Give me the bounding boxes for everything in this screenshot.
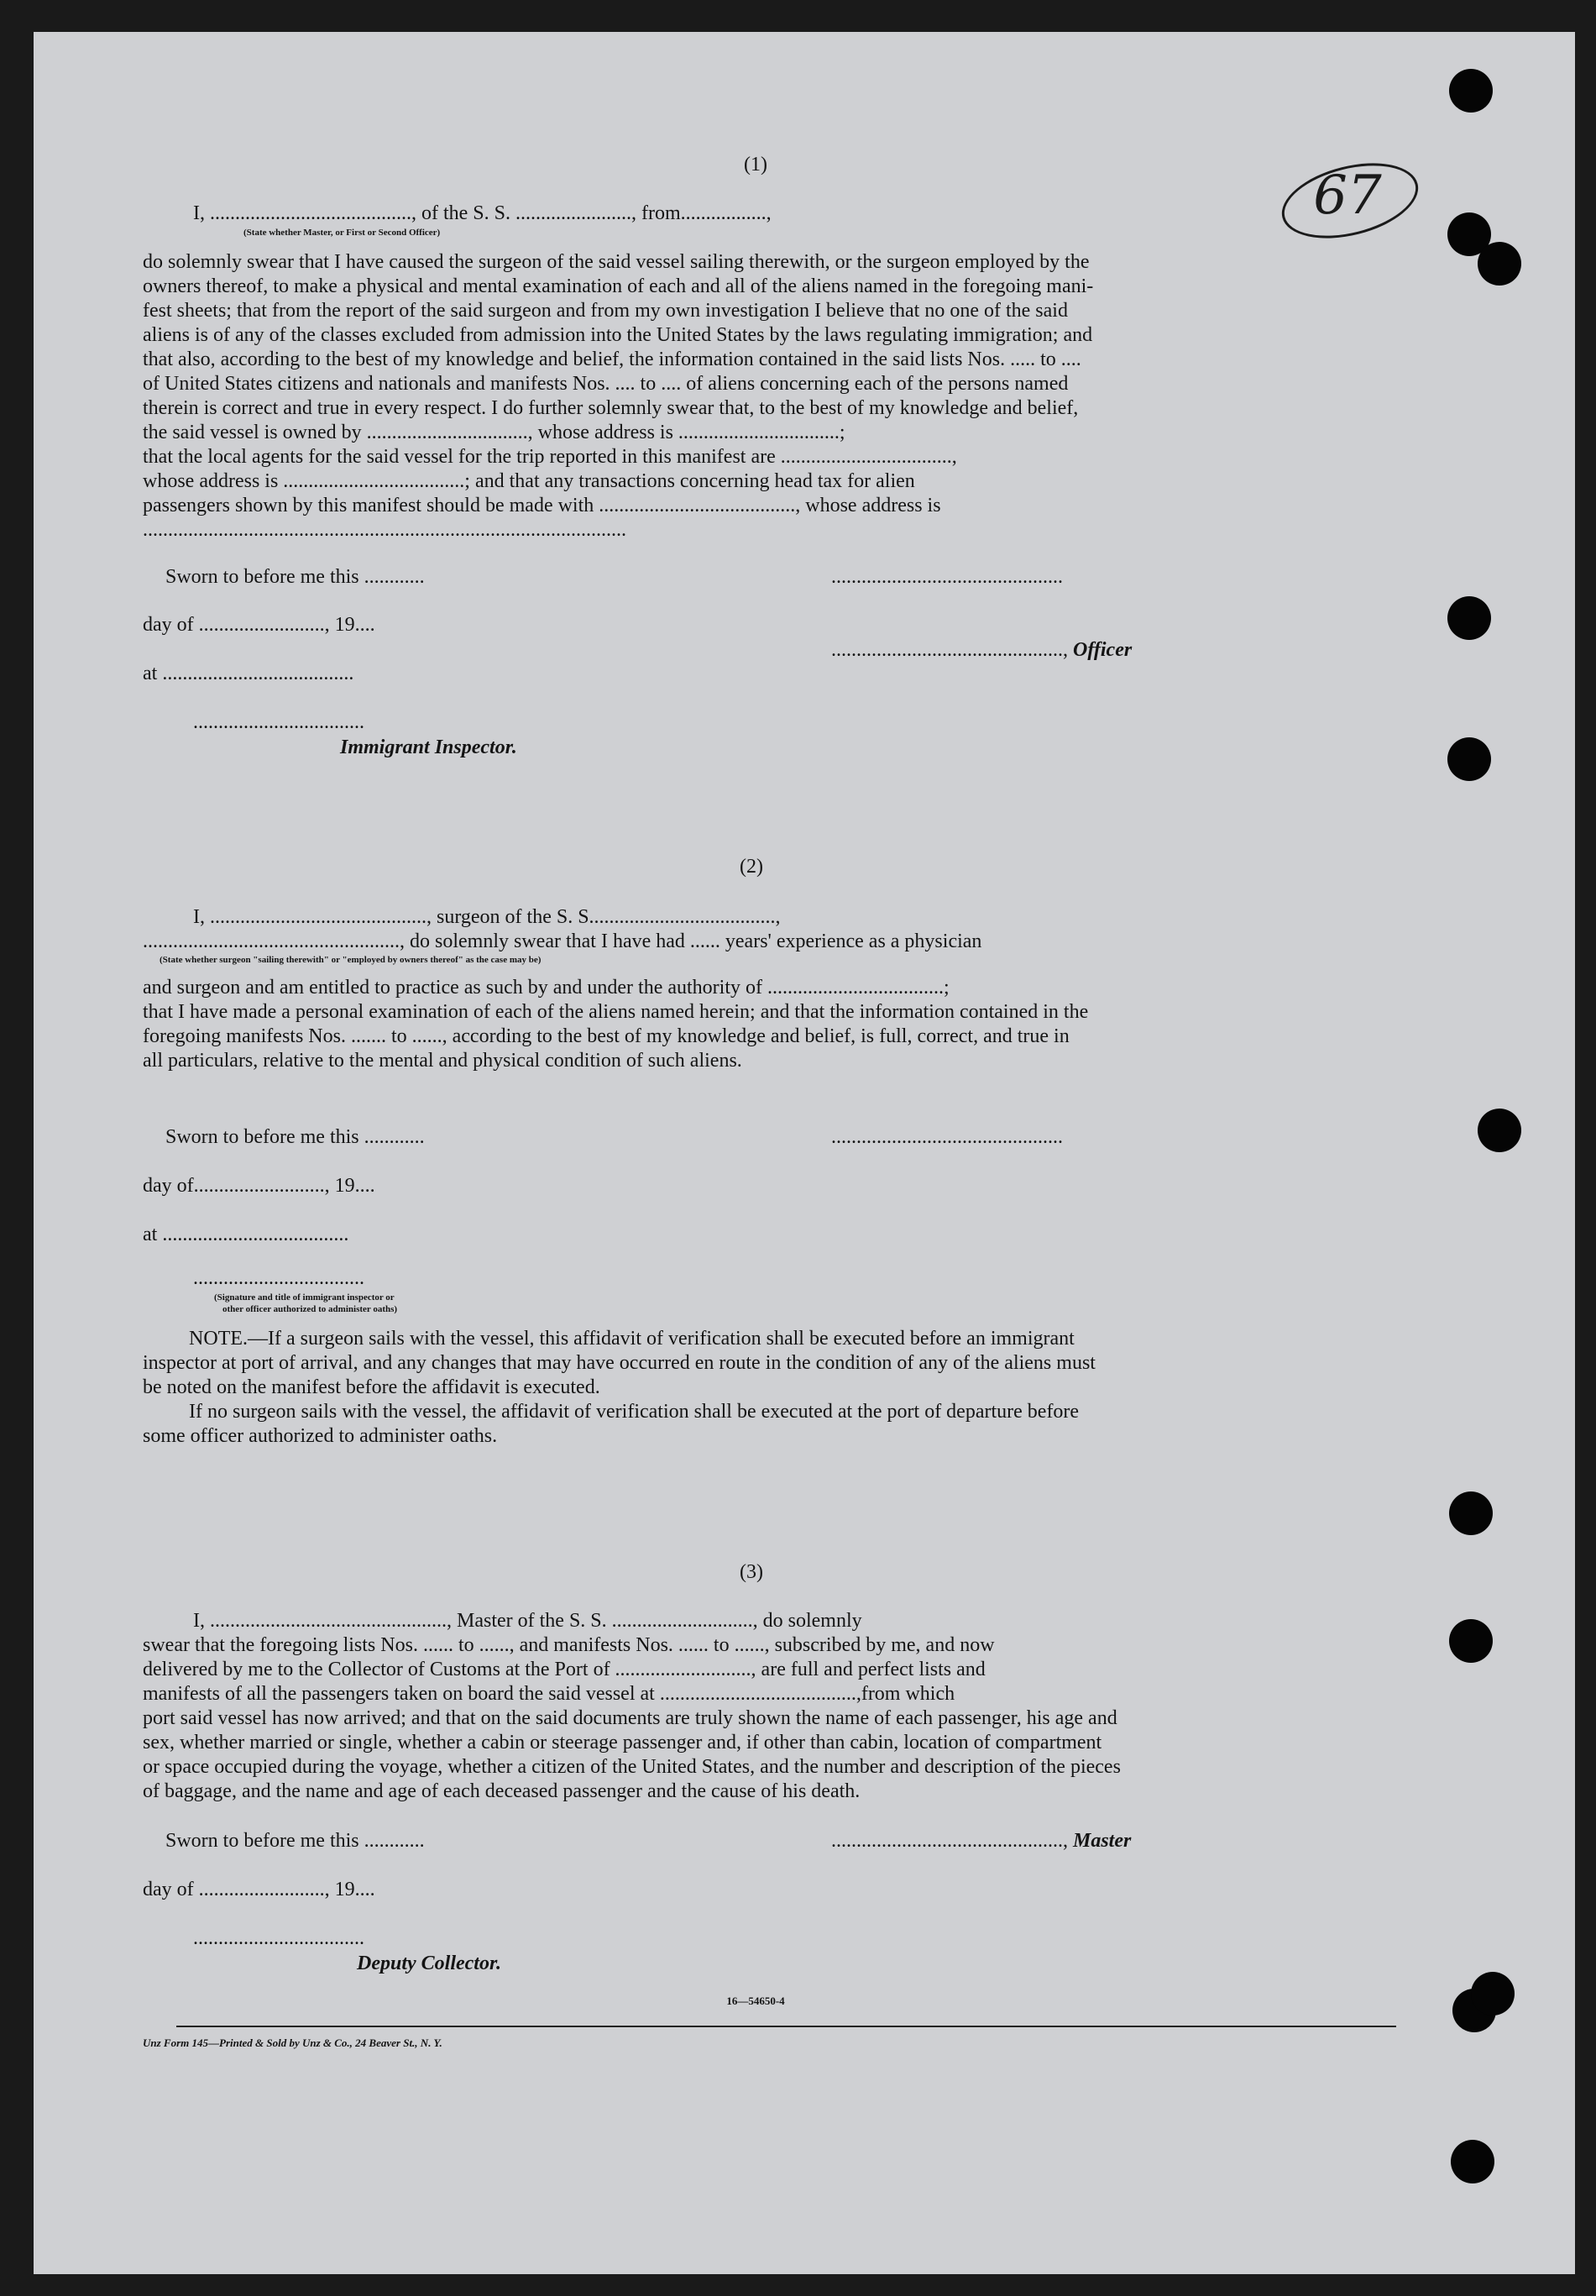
s1-line-11: whose address is ....................................; and that any transactions concerning head tax for alien — [143, 470, 915, 492]
s1-line-9: the said vessel is owned by ................................, whose address is ................................; — [143, 422, 845, 443]
s1-right-line: .............................................. — [831, 566, 1063, 588]
punch-hole — [1478, 1109, 1521, 1152]
s2-sworn: Sworn to before me this ............ — [165, 1126, 425, 1148]
sig-note-1: (Signature and title of immigrant inspector or — [214, 1292, 395, 1303]
punch-hole — [1451, 2140, 1494, 2183]
page-number: 67 — [1313, 165, 1382, 227]
note-line-3: be noted on the manifest before the affidavit is executed. — [143, 1376, 600, 1398]
s1-sig-line: .................................. — [193, 711, 364, 733]
footer-rule — [176, 2026, 1396, 2027]
s2-line-3: and surgeon and am entitled to practice as such by and under the authority of ...................................; — [143, 977, 950, 999]
s2-at: at ..................................... — [143, 1224, 349, 1245]
s3-line-7: or space occupied during the voyage, whether a citizen of the United States, and the number and description of the pieces — [143, 1756, 1121, 1778]
s3-line-3: delivered by me to the Collector of Customs at the Port of ..........................., are full and perfect lists and — [143, 1659, 986, 1680]
note-line-1: NOTE.—If a surgeon sails with the vessel, this affidavit of verification shall be executed before an immigrant — [189, 1328, 1075, 1350]
s1-at: at ...................................... — [143, 663, 354, 684]
s1-line-5: aliens is of any of the classes excluded from admission into the United States by the laws regulating immigration; and — [143, 324, 1093, 346]
s2-line-1: I, ..........................................., surgeon of the S. S....................................., — [193, 906, 781, 928]
s2-line-2: ..................................................., do solemnly swear that I have had ...... years' experience as a physician — [143, 930, 982, 952]
s3-line-2: swear that the foregoing lists Nos. ...... to ......, and manifests Nos. ...... to ......, subscribed by me, and now — [143, 1634, 995, 1656]
printer-footer: Unz Form 145—Printed & Sold by Unz & Co., 24 Beaver St., N. Y. — [143, 2037, 442, 2049]
s3-day: day of ........................., 19.... — [143, 1879, 375, 1900]
s1-line-4: fest sheets; that from the report of the said surgeon and from my own investigation I believe that no one of the said — [143, 300, 1068, 322]
immigrant-inspector-label: Immigrant Inspector. — [340, 737, 517, 758]
note-line-2: inspector at port of arrival, and any changes that may have occurred en route in the condition of any of the aliens must — [143, 1352, 1096, 1374]
punch-hole — [1449, 1619, 1493, 1663]
note-line-4: If no surgeon sails with the vessel, the affidavit of verification shall be executed at the port of departure before — [189, 1401, 1080, 1423]
form-code: 16—54650-4 — [726, 1995, 785, 2007]
punch-hole — [1449, 1491, 1493, 1535]
s2-day: day of.........................., 19.... — [143, 1175, 375, 1197]
section-2-number: (2) — [740, 856, 763, 878]
s1-line-10: that the local agents for the said vessel for the trip reported in this manifest are .................................., — [143, 446, 957, 468]
s1-line-3: owners thereof, to make a physical and mental examination of each and all of the aliens named in the foregoing mani- — [143, 275, 1094, 297]
s2-line-4: that I have made a personal examination of each of the aliens named herein; and that the information contained in the — [143, 1001, 1089, 1023]
s2-sig-line: .................................. — [193, 1267, 364, 1289]
deputy-collector-label: Deputy Collector. — [357, 1953, 501, 1974]
s1-line-1: I, ........................................, of the S. S. ......................., from................., — [193, 202, 772, 224]
surgeon-note: (State whether surgeon "sailing therewith" or "employed by owners thereof" as the case may be) — [160, 955, 542, 965]
s2-right-line: .............................................. — [831, 1126, 1063, 1148]
s1-line-12: passengers shown by this manifest should be made with ......................................., whose address is — [143, 495, 941, 516]
s1-line-7: of United States citizens and nationals and manifests Nos. .... to .... of aliens concerning each of the persons named — [143, 373, 1069, 395]
s3-sworn: Sworn to before me this ............ — [165, 1830, 425, 1852]
s2-line-5: foregoing manifests Nos. ....... to ......, according to the best of my knowledge and belief, is full, correct, and true in — [143, 1025, 1070, 1047]
s3-sig-line: .................................. — [193, 1927, 364, 1949]
master-signature-line: .............................................., Master — [831, 1830, 1132, 1852]
section-1-number: (1) — [744, 154, 767, 176]
s3-line-8: of baggage, and the name and age of each deceased passenger and the cause of his death. — [143, 1780, 861, 1802]
punch-hole — [1471, 1972, 1515, 2016]
s1-line-8: therein is correct and true in every respect. I do further solemnly swear that, to the best of my knowledge and belief, — [143, 397, 1079, 419]
s1-line-2: do solemnly swear that I have caused the surgeon of the said vessel sailing therewith, or the surgeon employed by the — [143, 251, 1090, 273]
note-line-5: some officer authorized to administer oaths. — [143, 1425, 498, 1447]
manifest-page — [34, 32, 1575, 2274]
s1-line-6: that also, according to the best of my knowledge and belief, the information contained in the said lists Nos. ..... to .... — [143, 349, 1081, 370]
section-3-number: (3) — [740, 1561, 763, 1583]
s3-line-4: manifests of all the passengers taken on board the said vessel at .......................................,from which — [143, 1683, 955, 1705]
s3-line-5: port said vessel has now arrived; and that on the said documents are truly shown the name of each passenger, his age and — [143, 1707, 1117, 1729]
punch-hole — [1449, 69, 1493, 113]
s1-line-13: ................................................................................................ — [143, 519, 626, 541]
s2-line-6: all particulars, relative to the mental and physical condition of such aliens. — [143, 1050, 742, 1072]
punch-hole — [1478, 242, 1521, 286]
punch-hole — [1447, 737, 1491, 781]
s3-line-6: sex, whether married or single, whether a cabin or steerage passenger and, if other than cabin, location of compartment — [143, 1732, 1102, 1753]
officer-label: Officer — [1073, 639, 1133, 661]
officer-signature-line: .............................................., Officer — [831, 639, 1133, 661]
officer-note: (State whether Master, or First or Second Officer) — [243, 228, 441, 238]
s1-sworn: Sworn to before me this ............ — [165, 566, 425, 588]
punch-hole — [1447, 596, 1491, 640]
s3-line-1: I, ..............................................., Master of the S. S. ............................, do solemnly — [193, 1610, 862, 1632]
s1-day: day of ........................., 19.... — [143, 614, 375, 636]
sig-note-2: other officer authorized to administer oaths) — [222, 1304, 398, 1314]
master-label: Master — [1073, 1830, 1132, 1852]
